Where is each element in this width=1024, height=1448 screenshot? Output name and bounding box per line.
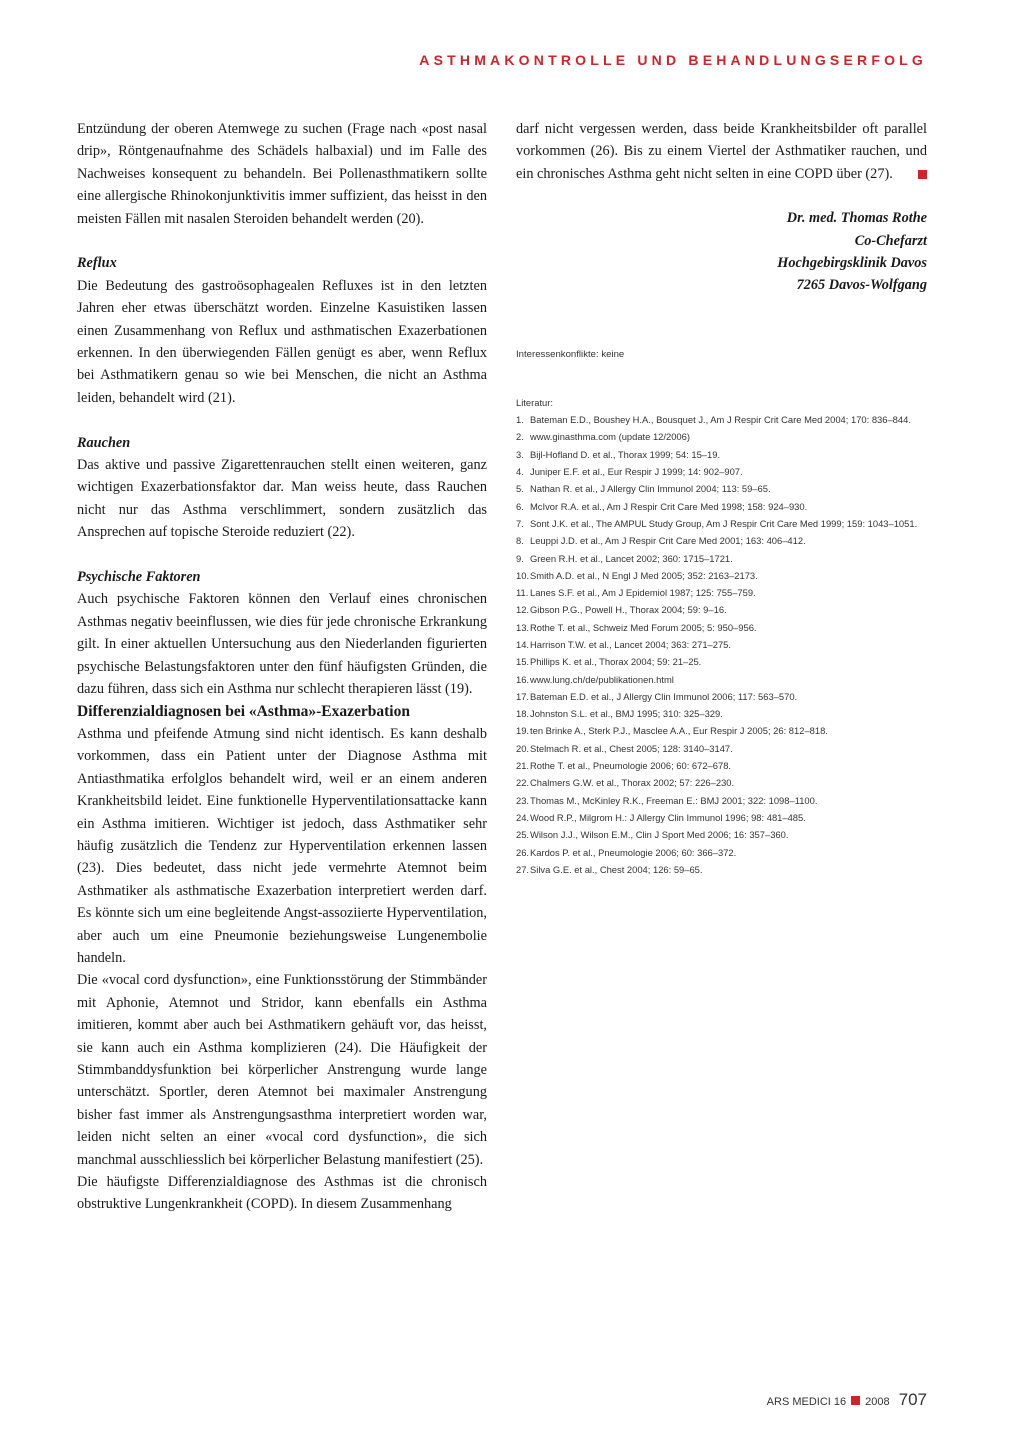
- reference-text: Gibson P.G., Powell H., Thorax 2004; 59: 9–16.: [530, 604, 727, 616]
- page-number: 707: [898, 1390, 927, 1409]
- reference-number: 5.: [516, 483, 524, 495]
- reference-text: Thomas M., McKinley R.K., Freeman E.: BMJ 2001; 322: 1098–1100.: [530, 794, 818, 806]
- reference-text: McIvor R.A. et al., Am J Respir Crit Care Med 1998; 158: 924–930.: [530, 500, 808, 512]
- right-column: [516, 118, 927, 878]
- reference-text: Silva G.E. et al., Chest 2004; 126: 59–65.: [530, 863, 703, 875]
- running-header: ASTHMAKONTROLLE UND BEHANDLUNGSERFOLG: [419, 52, 927, 68]
- reference-item: [516, 688, 927, 705]
- reference-number: 24.: [516, 811, 530, 823]
- reference-number: 15.: [516, 656, 530, 668]
- rauchen-heading: Rauchen: [77, 434, 131, 451]
- continuation-paragraph: [516, 118, 927, 185]
- reference-text: Wilson J.J., Wilson E.M., Clin J Sport Med 2006; 16: 357–360.: [530, 829, 789, 841]
- reference-number: 1.: [516, 414, 524, 426]
- reference-number: 8.: [516, 535, 524, 547]
- reference-text: Bateman E.D. et al., J Allergy Clin Immunol 2006; 117: 563–570.: [530, 690, 798, 702]
- reference-number: 18.: [516, 708, 530, 720]
- reference-text: Smith A.D. et al., N Engl J Med 2005; 352: 2163–2173.: [530, 569, 758, 581]
- reference-item: [516, 826, 927, 843]
- reference-item: [516, 636, 927, 653]
- reference-text: Leuppi J.D. et al., Am J Respir Crit Care Med 2001; 163: 406–412.: [530, 535, 806, 547]
- reference-text: Rothe T. et al., Schweiz Med Forum 2005; 5: 950–956.: [530, 621, 757, 633]
- reference-text: Stelmach R. et al., Chest 2005; 128: 3140–3147.: [530, 742, 733, 754]
- reference-item: [516, 411, 927, 428]
- reference-number: 17.: [516, 690, 530, 702]
- conflict-of-interest: Interessenkonflikte: keine: [516, 348, 625, 360]
- reference-number: 22.: [516, 777, 530, 789]
- reference-item: [516, 722, 927, 739]
- left-column: [77, 118, 487, 1216]
- reference-item: [516, 809, 927, 826]
- reference-item: [516, 844, 927, 861]
- diff-paragraph-3: Die häufigste Differenzialdiagnose des Asthmas ist die chronisch obstruktive Lungenkrankheit (COPD). In diesem Zusammenhang: [77, 1174, 487, 1213]
- reflux-heading: Reflux: [77, 255, 117, 272]
- reference-item: [516, 567, 927, 584]
- reference-text: Lanes S.F. et al., Am J Epidemiol 1987; 125: 755–759.: [530, 587, 756, 599]
- reference-item: [516, 774, 927, 791]
- reference-item: [516, 740, 927, 757]
- reference-item: [516, 861, 927, 878]
- reference-text: Johnston S.L. et al., BMJ 1995; 310: 325–329.: [530, 708, 723, 720]
- reference-number: 20.: [516, 742, 530, 754]
- author-address: 7265 Davos-Wolfgang: [796, 277, 927, 294]
- reference-number: 23.: [516, 794, 530, 806]
- reflux-paragraph: Die Bedeutung des gastroösophagealen Refluxes ist in den letzten Jahren eher etwas überschätzt worden. Einzelne Kasuistiken lassen einen Zusammenhang von Reflux und asthmatischen Exazerbationen erkennen. In den überwiegenden Fällen genügt es aber, wenn Reflux bei Asthmatikern genau so wie bei Menschen, die nicht an Asthma leiden, behandelt wird (21).: [77, 277, 487, 406]
- reference-item: [516, 463, 927, 480]
- reference-text: Bijl-Hofland D. et al., Thorax 1999; 54: 15–19.: [530, 448, 721, 460]
- end-square-icon: [918, 170, 927, 179]
- reference-number: 7.: [516, 517, 524, 529]
- reference-text: Sont J.K. et al., The AMPUL Study Group, Am J Respir Crit Care Med 1999; 159: 1043–1051.: [530, 517, 918, 529]
- reference-text: Kardos P. et al., Pneumologie 2006; 60: 366–372.: [530, 846, 737, 858]
- rauchen-paragraph: Das aktive und passive Zigarettenrauchen stellt einen weiteren, ganz wichtigen Exazerbationsfaktor dar. Man weiss heute, dass Rauchen nicht nur das Asthma verschlimmert, sondern zusätzlich das Ansprechen auf topische Steroide reduziert (22).: [77, 457, 487, 541]
- reference-number: 16.: [516, 673, 530, 685]
- reference-number: 4.: [516, 466, 524, 478]
- reference-number: 11.: [516, 587, 529, 599]
- reference-number: 10.: [516, 569, 530, 581]
- reference-number: 21.: [516, 760, 530, 772]
- reference-text: Chalmers G.W. et al., Thorax 2002; 57: 226–230.: [530, 777, 735, 789]
- reference-item: [516, 498, 927, 515]
- intro-paragraph: Entzündung der oberen Atemwege zu suchen (Frage nach «post nasal drip», Röntgenaufnahme des Schädels halbaxial) und im Falle des Nachweises konsequent zu behandeln. Bei Pollenasthmatikern sollte eine allergische Rhinokonjunktivitis immer suffizient, das heisst in den meisten Fällen mit nasalen Steroiden behandelt werden (20).: [77, 121, 487, 227]
- reference-item: [516, 515, 927, 532]
- reference-text: www.lung.ch/de/publikationen.html: [530, 673, 674, 685]
- reference-number: 2.: [516, 431, 524, 443]
- reference-text: Phillips K. et al., Thorax 2004; 59: 21–25.: [530, 656, 702, 668]
- reference-number: 25.: [516, 829, 530, 841]
- reference-number: 13.: [516, 621, 530, 633]
- author-name: Dr. med. Thomas Rothe: [786, 210, 927, 227]
- reference-text: Juniper E.F. et al., Eur Respir J 1999; 14: 902–907.: [530, 466, 743, 478]
- reference-item: [516, 619, 927, 636]
- reference-number: 14.: [516, 639, 530, 650]
- journal-name: ARS MEDICI 16: [766, 1396, 847, 1408]
- psych-heading: Psychische Faktoren: [77, 569, 201, 586]
- reference-item: [516, 671, 927, 688]
- reference-item: [516, 428, 927, 445]
- reference-item: [516, 653, 927, 670]
- reference-number: 27.: [516, 863, 530, 875]
- journal-year: 2008: [865, 1396, 890, 1408]
- reference-number: 19.: [516, 725, 530, 737]
- author-clinic: Hochgebirgsklinik Davos: [777, 255, 927, 272]
- literature-label: Literatur:: [516, 396, 553, 408]
- reference-text: Bateman E.D., Boushey H.A., Bousquet J., Am J Respir Crit Care Med 2004; 170: 836–844.: [530, 414, 911, 426]
- reference-number: 26.: [516, 846, 530, 858]
- author-block: [516, 207, 927, 297]
- reference-item: [516, 446, 927, 463]
- reference-item: [516, 757, 927, 774]
- diff-paragraph-1: Asthma und pfeifende Atmung sind nicht identisch. Es kann deshalb vorkommen, dass ein Patient unter der Diagnose Asthma mit Antiasthmatika erfolglos behandelt wird, weil er an einem anderen Krankheitsbild leidet. Eine funktionelle Hyperventilationsattacke kann ein Asthma imitieren. Wichtiger ist jedoch, dass Asthmatiker sehr häufig zusätzlich die Tendenz zur Hyperventilation erkennen lassen (23). Dies bedeutet, dass nicht jede vermehrte Atemnot beim Asthmatiker als asthmatische Exazerbation interpretiert werden darf. Es könnte sich um eine begleitende Angst-assoziierte Hyperventilation, aber auch um eine Pneumonie beziehungsweise Lungenembolie handeln.: [77, 725, 487, 966]
- continuation-text: darf nicht vergessen werden, dass beide Krankheitsbilder oft parallel vorkommen (26). Bis zu einem Viertel der Asthmatiker rauchen, und ein chronisches Asthma geht nicht selten in eine COPD über (27).: [516, 121, 927, 182]
- footer-square-icon: [851, 1396, 860, 1405]
- reference-text: ten Brinke A., Sterk P.J., Masclee A.A., Eur Respir J 2005; 26: 812–818.: [530, 725, 828, 737]
- reference-item: [516, 532, 927, 549]
- diff-heading: Differenzialdiagnosen bei «Asthma»-Exazerbation: [77, 702, 410, 720]
- reference-list: [516, 411, 927, 878]
- reference-text: Nathan R. et al., J Allergy Clin Immunol 2004; 113: 59–65.: [530, 483, 771, 495]
- reference-text: Wood R.P., Milgrom H.: J Allergy Clin Immunol 1996; 98: 481–485.: [530, 811, 806, 823]
- reference-text: Green R.H. et al., Lancet 2002; 360: 1715–1721.: [530, 552, 733, 564]
- psych-paragraph: Auch psychische Faktoren können den Verlauf eines chronischen Asthmas negativ beeinflussen, wie dies für jede chronische Erkrankung gilt. In einer aktuellen Untersuchung aus den Niederlanden figurierten psychische Belastungsfaktoren unter den fünf häufigsten Gründen, die dazu führen, dass sich ein Asthma nur schlecht therapieren lässt (19).: [77, 591, 487, 698]
- reference-item: [516, 601, 927, 618]
- page-footer: [767, 1390, 927, 1410]
- reference-number: 9.: [516, 552, 524, 564]
- reference-number: 12.: [516, 604, 530, 616]
- reference-number: 6.: [516, 500, 524, 512]
- reference-item: [516, 705, 927, 722]
- reference-text: www.ginasthma.com (update 12/2006): [530, 431, 690, 443]
- reference-number: 3.: [516, 448, 524, 460]
- reference-item: [516, 792, 927, 809]
- diff-paragraph-2: Die «vocal cord dysfunction», eine Funktionsstörung der Stimmbänder mit Aphonie, Atemnot und Stridor, kann ebenfalls ein Asthma imitieren, kommt aber auch bei Asthmatikern gehäuft vor, das heisst, sie kann auch ein Asthma komplizieren (24). Die Häufigkeit der Stimmbanddysfunktion bei körperlicher Anstrengung wurde lange unterschätzt. Sportler, deren Atemnot bei maximaler Anstrengung bisher fast immer als Anstrengungsasthma interpretiert worden war, leiden nicht selten an einer «vocal cord dysfunction», die sich manchmal ausschliesslich bei körperlicher Belastung manifestiert (25).: [77, 972, 487, 1168]
- reference-item: [516, 584, 927, 601]
- reference-text: Rothe T. et al., Pneumologie 2006; 60: 672–678.: [530, 760, 732, 772]
- reference-text: Harrison T.W. et al., Lancet 2004; 363: 271–275.: [530, 639, 731, 650]
- author-position: Co-Chefarzt: [854, 232, 927, 249]
- reference-item: [516, 480, 927, 497]
- literature: [516, 394, 927, 878]
- reference-item: [516, 550, 927, 567]
